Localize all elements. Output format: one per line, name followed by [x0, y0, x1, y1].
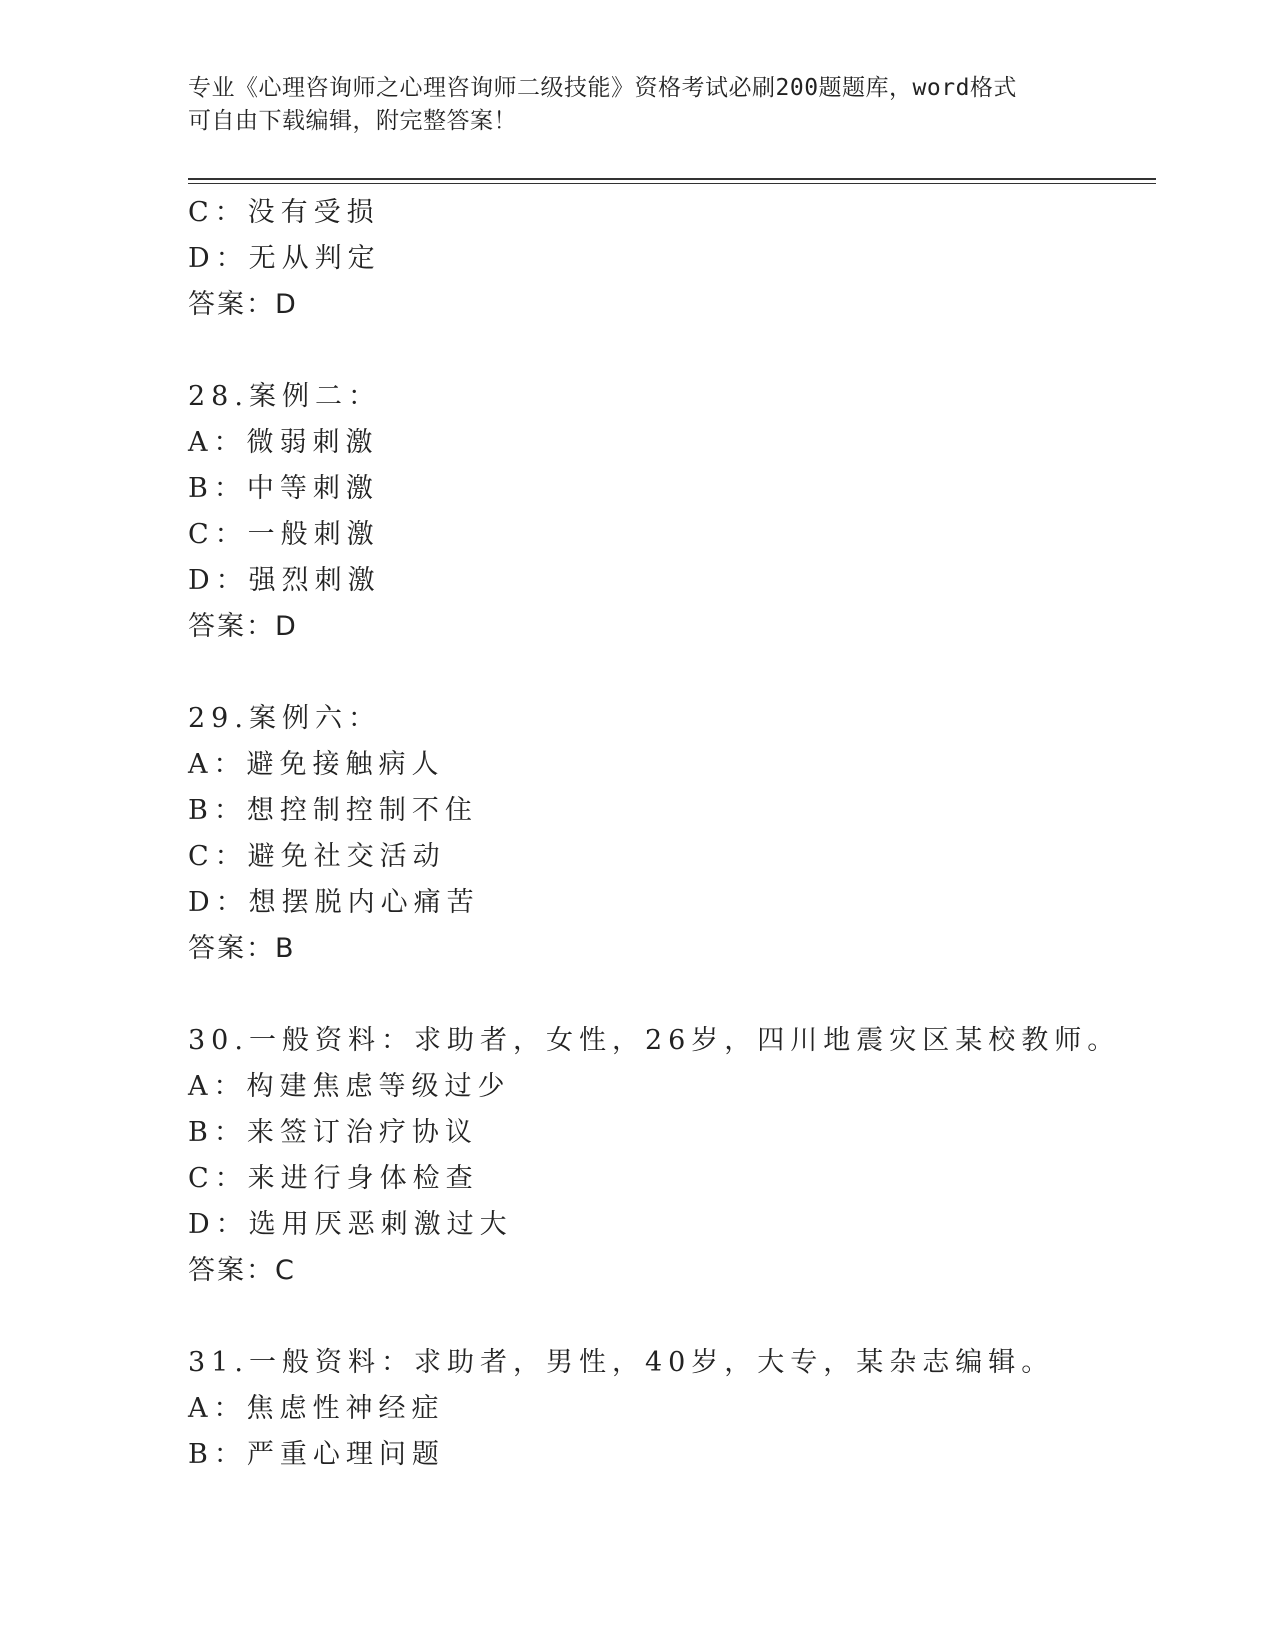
header-line-1: 专业《心理咨询师之心理咨询师二级技能》资格考试必刷200题题库，word格式 [188, 75, 1017, 101]
answer-line: 答案：D [188, 611, 298, 642]
document-header [188, 72, 1088, 138]
option-c: C：来进行身体检查 [188, 1163, 479, 1194]
spacer [188, 972, 1148, 1018]
option-a: A：避免接触病人 [188, 749, 445, 780]
option-a: A：焦虑性神经症 [188, 1393, 445, 1424]
option-d: D：选用厌恶刺激过大 [188, 1209, 513, 1240]
option-c: C：没有受损 [188, 197, 380, 228]
option-a: A：构建焦虑等级过少 [188, 1071, 511, 1102]
option-a: A：微弱刺激 [188, 427, 379, 458]
spacer [188, 328, 1148, 374]
header-divider-thin [188, 183, 1156, 184]
option-c: C：避免社交活动 [188, 841, 446, 872]
option-b: B：来签订治疗协议 [188, 1117, 478, 1148]
header-line-2: 可自由下载编辑，附完整答案！ [188, 108, 517, 134]
option-b: B：想控制控制不住 [188, 795, 478, 826]
question-content [188, 190, 1148, 1478]
spacer [188, 1294, 1148, 1340]
header-divider [188, 178, 1156, 180]
option-b: B：严重心理问题 [188, 1439, 445, 1470]
option-d: D：强烈刺激 [188, 565, 381, 596]
answer-line: 答案：D [188, 289, 298, 320]
option-b: B：中等刺激 [188, 473, 379, 504]
question-block-31 [188, 1340, 1148, 1478]
question-block-29 [188, 696, 1148, 972]
option-d: D：无从判定 [188, 243, 381, 274]
question-stem: 31.一般资料：求助者，男性，40岁，大专，某杂志编辑。 [188, 1347, 1055, 1378]
option-d: D：想摆脱内心痛苦 [188, 887, 480, 918]
question-block-30 [188, 1018, 1148, 1294]
question-stem: 30.一般资料：求助者，女性，26岁，四川地震灾区某校教师。 [188, 1025, 1121, 1056]
answer-line: 答案：C [188, 1255, 296, 1286]
question-stem: 28.案例二： [188, 381, 381, 412]
option-c: C：一般刺激 [188, 519, 380, 550]
question-block-28 [188, 374, 1148, 650]
spacer [188, 650, 1148, 696]
answer-line: 答案：B [188, 933, 296, 964]
question-stem: 29.案例六： [188, 703, 381, 734]
